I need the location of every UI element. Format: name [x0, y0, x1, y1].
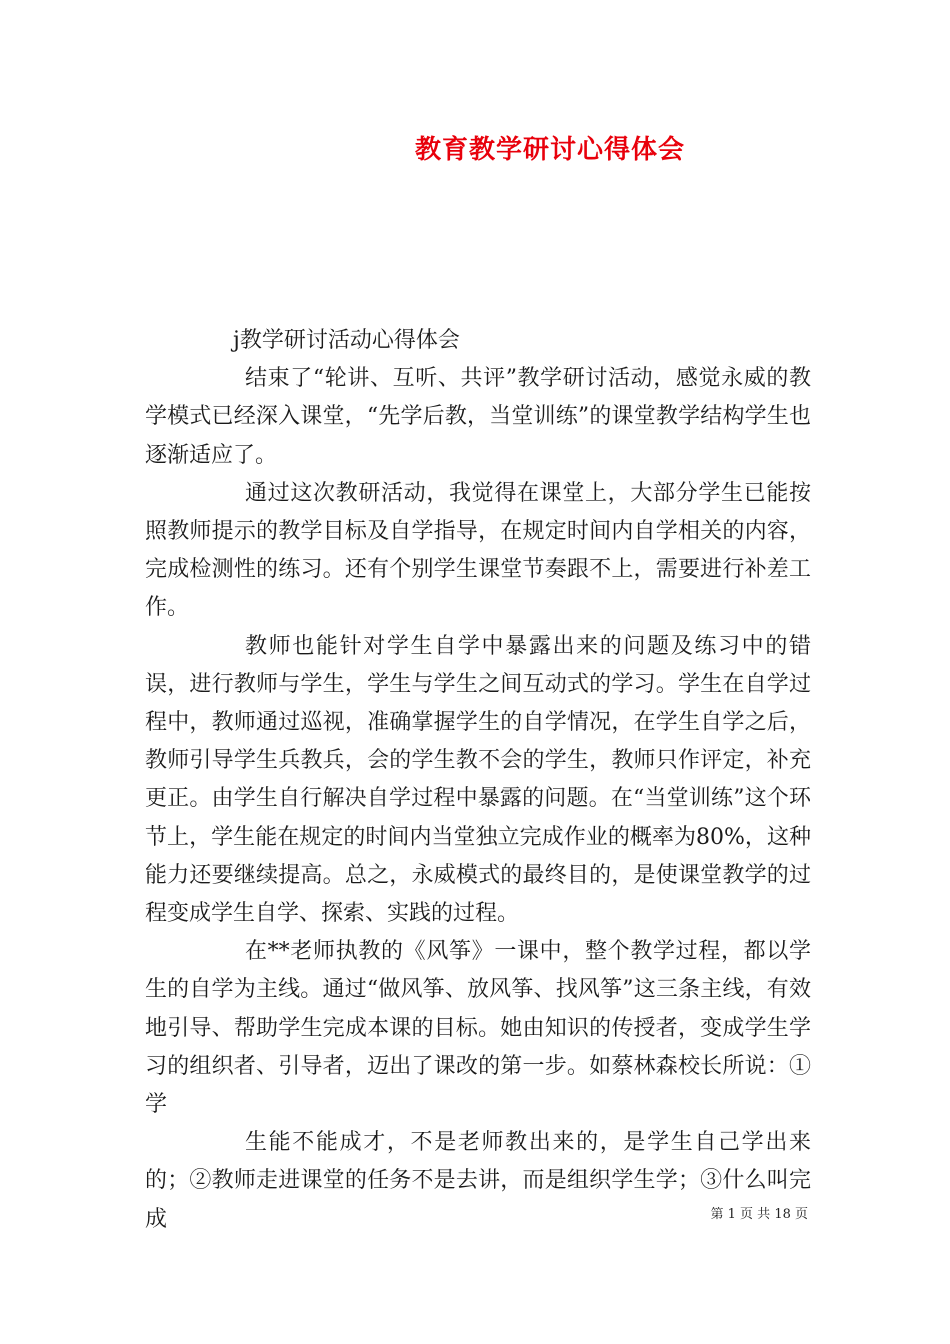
- paragraph-4: 在**老师执教的《风筝》一课中，整个教学过程，都以学生的自学为主线。通过“做风筝、放风筝、找风筝”这三条主线，有效地引导、帮助学生完成本课的目标。她由知识的传授者，变成学生学习的组织者、引导者，迈出了课改的第一步。如蔡林森校长所说：①学: [145, 939, 811, 1118]
- paragraph-2: 通过这次教研活动，我觉得在课堂上，大部分学生已能按照教师提示的教学目标及自学指导，在规定时间内自学相关的内容，完成检测性的练习。还有个别学生课堂节奏跟不上，需要进行补差工作。: [145, 480, 811, 621]
- document-title: 教育教学研讨心得体会: [414, 135, 685, 165]
- paragraph-5: 生能不能成才，不是老师教出来的，是学生自己学出来的；②教师走进课堂的任务不是去讲，而是组织学生学；③什么叫完成: [145, 1130, 811, 1232]
- paragraph-1: 结束了“轮讲、互听、共评”教学研讨活动，感觉永威的教学模式已经深入课堂，“先学后教，当堂训练”的课堂教学结构学生也逐渐适应了。: [145, 366, 811, 468]
- page-number: 第 1 页 共 18 页: [710, 1207, 808, 1222]
- document-body: [145, 322, 811, 1239]
- paragraph-3: 教师也能针对学生自学中暴露出来的问题及练习中的错误，进行教师与学生，学生与学生之间互动式的学习。学生在自学过程中，教师通过巡视，准确掌握学生的自学情况，在学生自学之后，教师引导学生兵教兵，会的学生教不会的学生，教师只作评定，补充更正。由学生自行解决自学过程中暴露的问题。在“当堂训练”这个环节上，学生能在规定的时间内当堂独立完成作业的概率为80%，这种能力还要继续提高。总之，永威模式的最终目的，是使课堂教学的过程变成学生自学、探索、实践的过程。: [145, 633, 811, 927]
- subtitle-paragraph: j教学研讨活动心得体会: [233, 328, 460, 353]
